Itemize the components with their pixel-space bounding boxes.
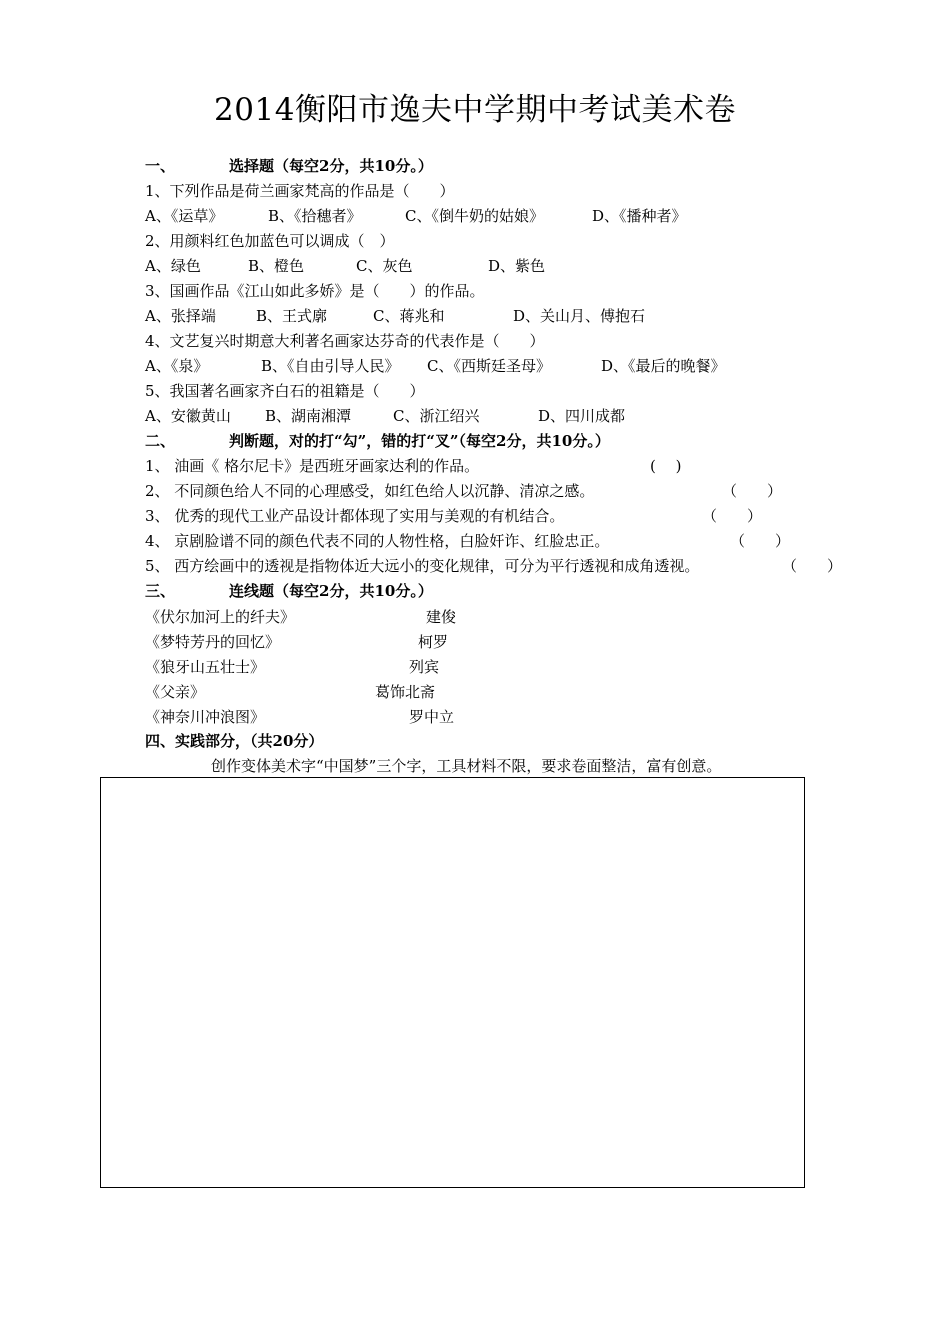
match-work-2: 《梦特芳丹的回忆》 [145,633,281,651]
match-artist-2: 柯罗 [418,633,449,651]
page-title: 2014衡阳市逸夫中学期中考试美术卷 [214,92,736,128]
judge-item-5-answer: （ ） [782,557,843,575]
section3-title: 连线题（每空2分，共10分。） [229,582,433,600]
judge-item-5: 5、 西方绘画中的透视是指物体近大远小的变化规律，可分为平行透视和成角透视。 [145,557,700,575]
judge-item-4-answer: （ ） [730,532,791,550]
judge-item-3: 3、 优秀的现代工业产品设计都体现了实用与美观的有机结合。 [145,507,565,525]
q1-option-c: C、《倒牛奶的姑娘》 [405,207,544,225]
q4-options [145,356,845,376]
q2-text: 2、用颜料红色加蓝色可以调成（ ） [145,232,395,250]
section4-instruction: 创作变体美术字“中国梦”三个字，工具材料不限，要求卷面整洁，富有创意。 [211,757,722,775]
q2-option-a: A、绿色 [145,257,201,275]
match-artist-4: 葛饰北斋 [375,683,436,701]
q3-option-c: C、蒋兆和 [373,307,445,325]
q4-option-c: C、《西斯廷圣母》 [427,357,551,375]
q5-option-d: D、四川成都 [538,407,626,425]
match-work-3: 《狼牙山五壮士》 [145,658,266,676]
match-work-5: 《神奈川冲浪图》 [145,708,266,726]
q4-option-b: B、《自由引导人民》 [261,357,400,375]
judge-item-3-answer: （ ） [702,507,763,525]
section2-title: 判断题，对的打“勾”，错的打“叉”（每空2分，共10分。） [229,432,610,450]
judge-item-4: 4、 京剧脸谱不同的颜色代表不同的人物性格，白脸奸诈、红脸忠正。 [145,532,610,550]
match-artist-5: 罗中立 [409,708,455,726]
judge-item-1-answer: ( ) [650,457,682,475]
q1-option-b: B、《拾穗者》 [268,207,362,225]
q1-option-d: D、《播种者》 [592,207,687,225]
q1-text: 1、下列作品是荷兰画家梵高的作品是（ ） [145,182,455,200]
judge-item-1: 1、 油画《 格尔尼卡》是西班牙画家达利的作品。 [145,457,480,475]
match-artist-1: 建俊 [426,608,457,626]
match-work-4: 《父亲》 [145,683,206,701]
q3-options [145,306,845,326]
section2-number: 二、 [145,432,176,450]
q3-option-d: D、关山月、傅抱石 [513,307,646,325]
q2-option-d: D、紫色 [488,257,546,275]
q5-option-a: A、安徽黄山 [145,407,231,425]
q5-text: 5、我国著名画家齐白石的祖籍是（ ） [145,382,425,400]
q4-text: 4、文艺复兴时期意大利著名画家达芬奇的代表作是（ ） [145,332,545,350]
q3-text: 3、国画作品《江山如此多娇》是（ ）的作品。 [145,282,485,300]
section2-heading [145,431,610,451]
judge-item-2-answer: （ ） [722,482,783,500]
q5-options [145,406,845,426]
q3-option-b: B、王式廓 [256,307,328,325]
q1-options [145,206,845,226]
q2-option-c: C、灰色 [356,257,413,275]
q4-option-d: D、《最后的晚餐》 [601,357,726,375]
q4-option-a: A、《泉》 [145,357,209,375]
judge-item-2: 2、 不同颜色给人不同的心理感受，如红色给人以沉静、清凉之感。 [145,482,595,500]
q2-options [145,256,845,276]
q5-option-b: B、湖南湘潭 [265,407,352,425]
section1-number: 一、 [145,157,176,175]
drawing-answer-box[interactable] [100,777,805,1188]
section3-heading [145,581,433,601]
q5-option-c: C、浙江绍兴 [393,407,480,425]
section4-heading: 四、实践部分，（共20分） [145,732,324,750]
section3-number: 三、 [145,582,176,600]
q2-option-b: B、橙色 [248,257,305,275]
match-work-1: 《伏尔加河上的纤夫》 [145,608,296,626]
match-artist-3: 列宾 [409,658,440,676]
q1-option-a: A、《运草》 [145,207,224,225]
section1-heading [145,156,433,176]
q3-option-a: A、张择端 [145,307,216,325]
section1-title: 选择题（每空2分，共10分。） [229,157,433,175]
